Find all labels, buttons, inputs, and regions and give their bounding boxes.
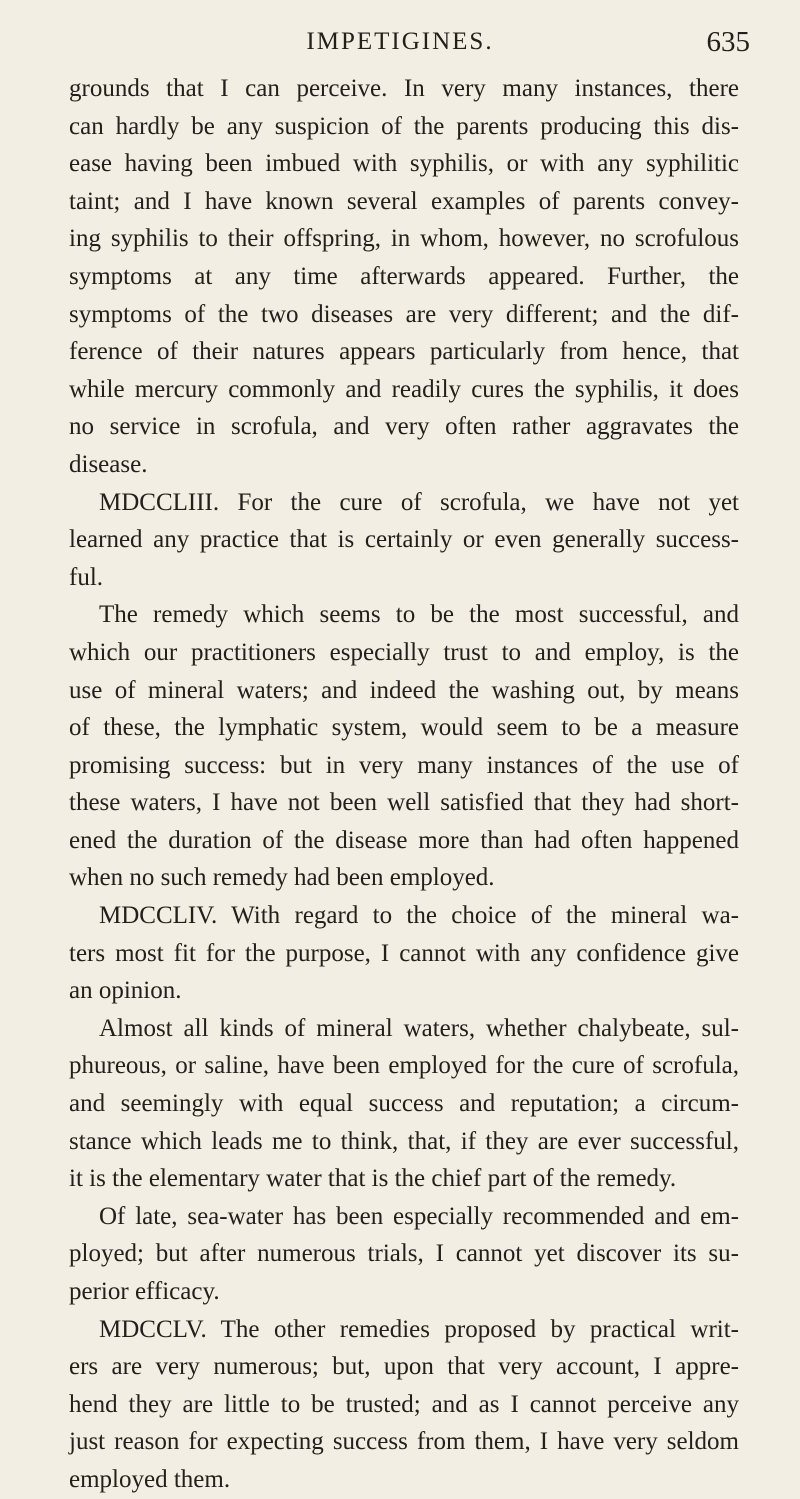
text-line: employed them. [69, 1465, 231, 1493]
text-line: promising success: but in very many instances of the use of [69, 751, 739, 779]
text-line: learned any practice that is certainly or even generally success- [69, 526, 739, 554]
text-line: MDCCLV. The other remedies proposed by practical writ- [99, 1315, 739, 1343]
text-line: no service in scrofula, and very often rather aggravates the [69, 413, 739, 441]
text-line: and seemingly with equal success and reputation; a circum- [69, 1090, 739, 1118]
body-text [69, 70, 739, 1499]
text-line: MDCCLIII. For the cure of scrofula, we have not yet [99, 488, 739, 516]
running-title: IMPETIGINES. [306, 28, 494, 55]
text-line: ers are very numerous; but, upon that very account, I appre- [69, 1353, 739, 1381]
text-line: ful. [69, 563, 104, 591]
text-line: The remedy which seems to be the most successful, and [99, 601, 739, 629]
text-line: when no such remedy had been employed. [69, 864, 495, 892]
text-line: ployed; but after numerous trials, I cannot yet discover its su- [69, 1240, 739, 1268]
text-line: taint; and I have known several examples of parents convey- [69, 187, 739, 215]
text-line: stance which leads me to think, that, if they are ever successful, [69, 1127, 739, 1155]
text-line: it is the elementary water that is the chief part of the remedy. [69, 1165, 677, 1193]
text-line: grounds that I can perceive. In very many instances, there [69, 75, 739, 102]
text-line: hend they are little to be trusted; and as I cannot perceive any [69, 1390, 739, 1418]
text-line: while mercury commonly and readily cures the syphilis, it does [69, 375, 739, 403]
text-line: ing syphilis to their offspring, in whom, however, no scrofulous [69, 225, 739, 253]
text-line: ease having been imbued with syphilis, or with any syphilitic [69, 150, 739, 178]
running-head [0, 22, 800, 62]
text-line: an opinion. [69, 977, 182, 1005]
text-line: Almost all kinds of mineral waters, whether chalybeate, sul- [99, 1014, 739, 1042]
text-line: ference of their natures appears particularly from hence, that [69, 338, 739, 366]
text-line: can hardly be any suspicion of the parents producing this dis- [69, 112, 739, 140]
text-line: disease. [69, 450, 148, 478]
text-line: perior efficacy. [69, 1278, 220, 1305]
text-line: symptoms at any time afterwards appeared. Further, the [69, 262, 739, 290]
text-line: which our practitioners especially trust to and employ, is the [69, 638, 739, 666]
text-line: phureous, or saline, have been employed for the cure of scrofula, [69, 1052, 739, 1080]
text-line: use of mineral waters; and indeed the washing out, by means [69, 676, 739, 704]
text-line: symptoms of the two diseases are very different; and the dif- [69, 300, 739, 328]
text-line: just reason for expecting success from them, I have very seldom [69, 1428, 739, 1456]
text-line: of these, the lymphatic system, would seem to be a measure [69, 714, 739, 742]
text-line: ened the duration of the disease more than had often happened [69, 826, 739, 854]
page-number: 635 [706, 26, 750, 58]
text-line: these waters, I have not been well satisfied that they had short- [69, 789, 739, 817]
text-line: Of late, sea-water has been especially recommended and em- [99, 1202, 739, 1230]
text-line: ters most fit for the purpose, I cannot with any confidence give [69, 939, 739, 967]
text-line: MDCCLIV. With regard to the choice of the mineral wa- [99, 902, 739, 930]
